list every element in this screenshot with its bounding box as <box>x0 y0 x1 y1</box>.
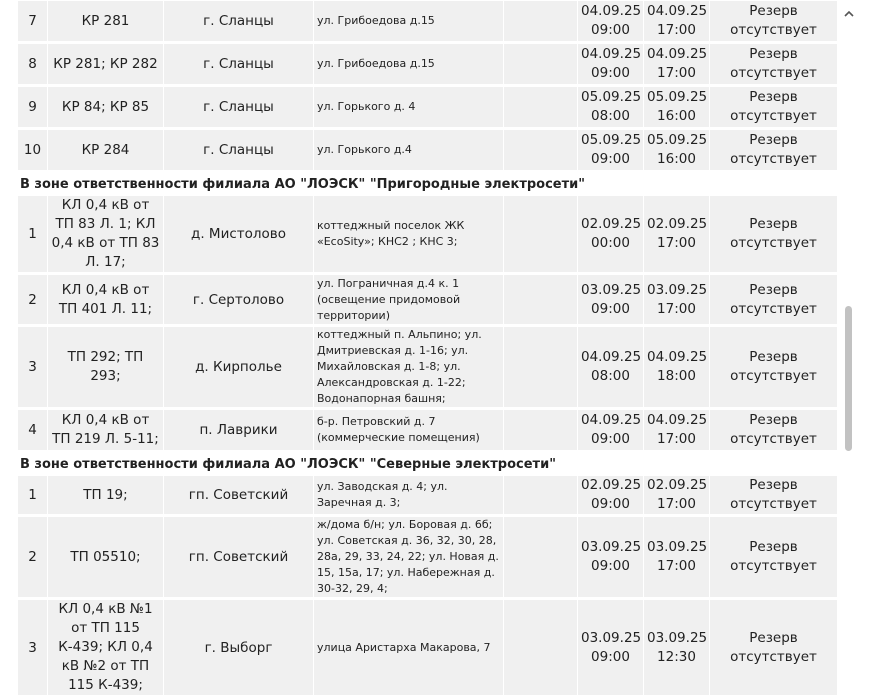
outage-table <box>18 0 838 698</box>
scrollbar-thumb[interactable] <box>845 306 852 451</box>
table-row <box>18 130 838 170</box>
address: б-р. Петровский д. 7 (коммерческие помещения) <box>314 410 504 450</box>
row-number: 8 <box>18 44 48 84</box>
end-date: 02.09.25 <box>647 477 708 493</box>
end-time: 17:00 <box>657 235 696 251</box>
settlement: г. Сланцы <box>164 44 314 84</box>
start-datetime <box>578 476 644 514</box>
row-number: 3 <box>18 600 48 695</box>
table-row <box>18 44 838 84</box>
reserve-status: Резерв отсутствует <box>710 410 838 450</box>
start-date: 04.09.25 <box>581 412 642 428</box>
settlement: г. Сланцы <box>164 1 314 41</box>
end-datetime <box>644 600 710 695</box>
empty-cell <box>504 1 578 41</box>
start-date: 03.09.25 <box>581 281 642 298</box>
network-object: КР 284 <box>48 130 164 170</box>
table-row <box>18 275 838 324</box>
empty-cell <box>504 476 578 514</box>
table-row <box>18 87 838 127</box>
start-datetime <box>578 44 644 84</box>
row-number: 9 <box>18 87 48 127</box>
start-time: 00:00 <box>591 235 630 251</box>
reserve-status: Резерв отсутствует <box>710 600 838 695</box>
address: ул. Заводская д. 4; ул. Заречная д. 3; <box>314 476 504 514</box>
start-time: 09:00 <box>591 558 630 574</box>
network-object: ТП 05510; <box>48 517 164 597</box>
start-datetime <box>578 130 644 170</box>
start-datetime <box>578 1 644 41</box>
reserve-status: Резерв отсутствует <box>710 327 838 407</box>
end-time: 17:00 <box>657 431 696 447</box>
row-number: 2 <box>18 517 48 597</box>
start-datetime <box>578 600 644 695</box>
end-datetime <box>644 130 710 170</box>
network-object: ТП 292; ТП 293; <box>48 327 164 407</box>
end-date: 03.09.25 <box>647 629 708 646</box>
start-datetime <box>578 275 644 324</box>
network-object: КЛ 0,4 кВ от ТП 401 Л. 11; <box>48 275 164 324</box>
end-datetime <box>644 1 710 41</box>
reserve-status: Резерв отсутствует <box>710 87 838 127</box>
reserve-status: Резерв отсутствует <box>710 196 838 272</box>
end-date: 03.09.25 <box>647 539 708 555</box>
network-object: КР 281; КР 282 <box>48 44 164 84</box>
end-time: 18:00 <box>657 368 696 384</box>
end-date: 04.09.25 <box>647 349 708 365</box>
start-time: 09:00 <box>591 496 630 512</box>
end-datetime <box>644 196 710 272</box>
reserve-status: Резерв отсутствует <box>710 517 838 597</box>
empty-cell <box>504 130 578 170</box>
start-time: 09:00 <box>591 648 630 665</box>
end-date: 04.09.25 <box>647 3 708 19</box>
table-row <box>18 1 838 41</box>
address: ул. Грибоедова д.15 <box>314 44 504 84</box>
end-date: 04.09.25 <box>647 412 708 428</box>
start-date: 02.09.25 <box>581 216 642 232</box>
settlement: г. Сертолово <box>164 275 314 324</box>
network-object: КЛ 0,4 кВ от ТП 219 Л. 5-11; <box>48 410 164 450</box>
end-date: 04.09.25 <box>647 46 708 62</box>
settlement: гп. Советский <box>164 517 314 597</box>
address: ул. Горького д. 4 <box>314 87 504 127</box>
start-time: 09:00 <box>591 300 630 317</box>
table-row <box>18 600 838 695</box>
row-number: 2 <box>18 275 48 324</box>
address: ул. Горького д.4 <box>314 130 504 170</box>
settlement: г. Выборг <box>164 600 314 695</box>
end-date: 02.09.25 <box>647 216 708 232</box>
empty-cell <box>504 44 578 84</box>
reserve-status: Резерв отсутствует <box>710 1 838 41</box>
start-time: 08:00 <box>591 108 630 124</box>
end-datetime <box>644 410 710 450</box>
settlement: гп. Советский <box>164 476 314 514</box>
address: ж/дома б/н; ул. Боровая д. 6б; ул. Советская д. 36, 32, 30, 28, 28а, 29, 33, 24, 22; ул. Новая д. 15, 15а, 17; ул. Набережная д. 30-32, 29, 4; <box>314 517 504 597</box>
reserve-status: Резерв отсутствует <box>710 476 838 514</box>
section-title: В зоне ответственности филиала АО "ЛОЭСК" "Северные электросети" <box>18 453 838 473</box>
end-time: 16:00 <box>657 151 696 167</box>
end-datetime <box>644 87 710 127</box>
network-object: КР 281 <box>48 1 164 41</box>
settlement: г. Сланцы <box>164 87 314 127</box>
reserve-status: Резерв отсутствует <box>710 130 838 170</box>
end-datetime <box>644 44 710 84</box>
start-time: 09:00 <box>591 65 630 81</box>
end-datetime <box>644 327 710 407</box>
address: ул. Пограничная д.4 к. 1 (освещение придомовой территории) <box>314 275 504 324</box>
end-datetime <box>644 275 710 324</box>
start-date: 03.09.25 <box>581 629 642 646</box>
empty-cell <box>504 196 578 272</box>
empty-cell <box>504 517 578 597</box>
start-datetime <box>578 517 644 597</box>
reserve-status: Резерв отсутствует <box>710 275 838 324</box>
settlement: д. Мистолово <box>164 196 314 272</box>
empty-cell <box>504 600 578 695</box>
start-datetime <box>578 196 644 272</box>
network-object: КЛ 0,4 кВ от ТП 83 Л. 1; КЛ 0,4 кВ от ТП 83 Л. 17; <box>48 196 164 272</box>
start-date: 04.09.25 <box>581 3 642 19</box>
vertical-scrollbar[interactable] <box>842 0 856 670</box>
end-time: 17:00 <box>657 65 696 81</box>
end-date: 03.09.25 <box>647 281 708 298</box>
start-date: 05.09.25 <box>581 89 642 105</box>
empty-cell <box>504 410 578 450</box>
table-row <box>18 196 838 272</box>
empty-cell <box>504 327 578 407</box>
row-number: 4 <box>18 410 48 450</box>
start-date: 02.09.25 <box>581 477 642 493</box>
table-row <box>18 327 838 407</box>
row-number: 7 <box>18 1 48 41</box>
row-number: 1 <box>18 196 48 272</box>
section-header-row <box>18 173 838 193</box>
reserve-status: Резерв отсутствует <box>710 44 838 84</box>
section-header-row <box>18 453 838 473</box>
row-number: 3 <box>18 327 48 407</box>
start-time: 09:00 <box>591 151 630 167</box>
end-date: 05.09.25 <box>647 132 708 148</box>
settlement: г. Сланцы <box>164 130 314 170</box>
start-time: 09:00 <box>591 22 630 38</box>
row-number: 1 <box>18 476 48 514</box>
chevron-up-icon[interactable] <box>842 6 856 20</box>
address: улица Аристарха Макарова, 7 <box>314 600 504 695</box>
empty-cell <box>504 275 578 324</box>
start-time: 09:00 <box>591 431 630 447</box>
start-time: 08:00 <box>591 368 630 384</box>
settlement: п. Лаврики <box>164 410 314 450</box>
end-time: 17:00 <box>657 22 696 38</box>
start-date: 04.09.25 <box>581 46 642 62</box>
empty-cell <box>504 87 578 127</box>
end-time: 17:00 <box>657 300 696 317</box>
end-time: 17:00 <box>657 496 696 512</box>
section-title: В зоне ответственности филиала АО "ЛОЭСК" "Пригородные электросети" <box>18 173 838 193</box>
address: ул. Грибоедова д.15 <box>314 1 504 41</box>
start-date: 03.09.25 <box>581 539 642 555</box>
end-datetime <box>644 476 710 514</box>
end-time: 17:00 <box>657 558 696 574</box>
end-datetime <box>644 517 710 597</box>
table-row <box>18 476 838 514</box>
table-row <box>18 410 838 450</box>
start-datetime <box>578 327 644 407</box>
start-date: 04.09.25 <box>581 349 642 365</box>
end-date: 05.09.25 <box>647 89 708 105</box>
table-row <box>18 517 838 597</box>
address: коттеджный поселок ЖК «EcoSity»; КНС2 ; КНС 3; <box>314 196 504 272</box>
end-time: 12:30 <box>657 648 696 665</box>
address: коттеджный п. Альпино; ул. Дмитриевская д. 1-16; ул. Михайловская д. 1-8; ул. Александровская д. 1-22; Водонапорная башня; <box>314 327 504 407</box>
network-object: КЛ 0,4 кВ №1 от ТП 115 К-439; КЛ 0,4 кВ №2 от ТП 115 К-439; <box>48 600 164 695</box>
row-number: 10 <box>18 130 48 170</box>
network-object: КР 84; КР 85 <box>48 87 164 127</box>
start-datetime <box>578 87 644 127</box>
start-date: 05.09.25 <box>581 132 642 148</box>
start-datetime <box>578 410 644 450</box>
network-object: ТП 19; <box>48 476 164 514</box>
settlement: д. Кирполье <box>164 327 314 407</box>
end-time: 16:00 <box>657 108 696 124</box>
